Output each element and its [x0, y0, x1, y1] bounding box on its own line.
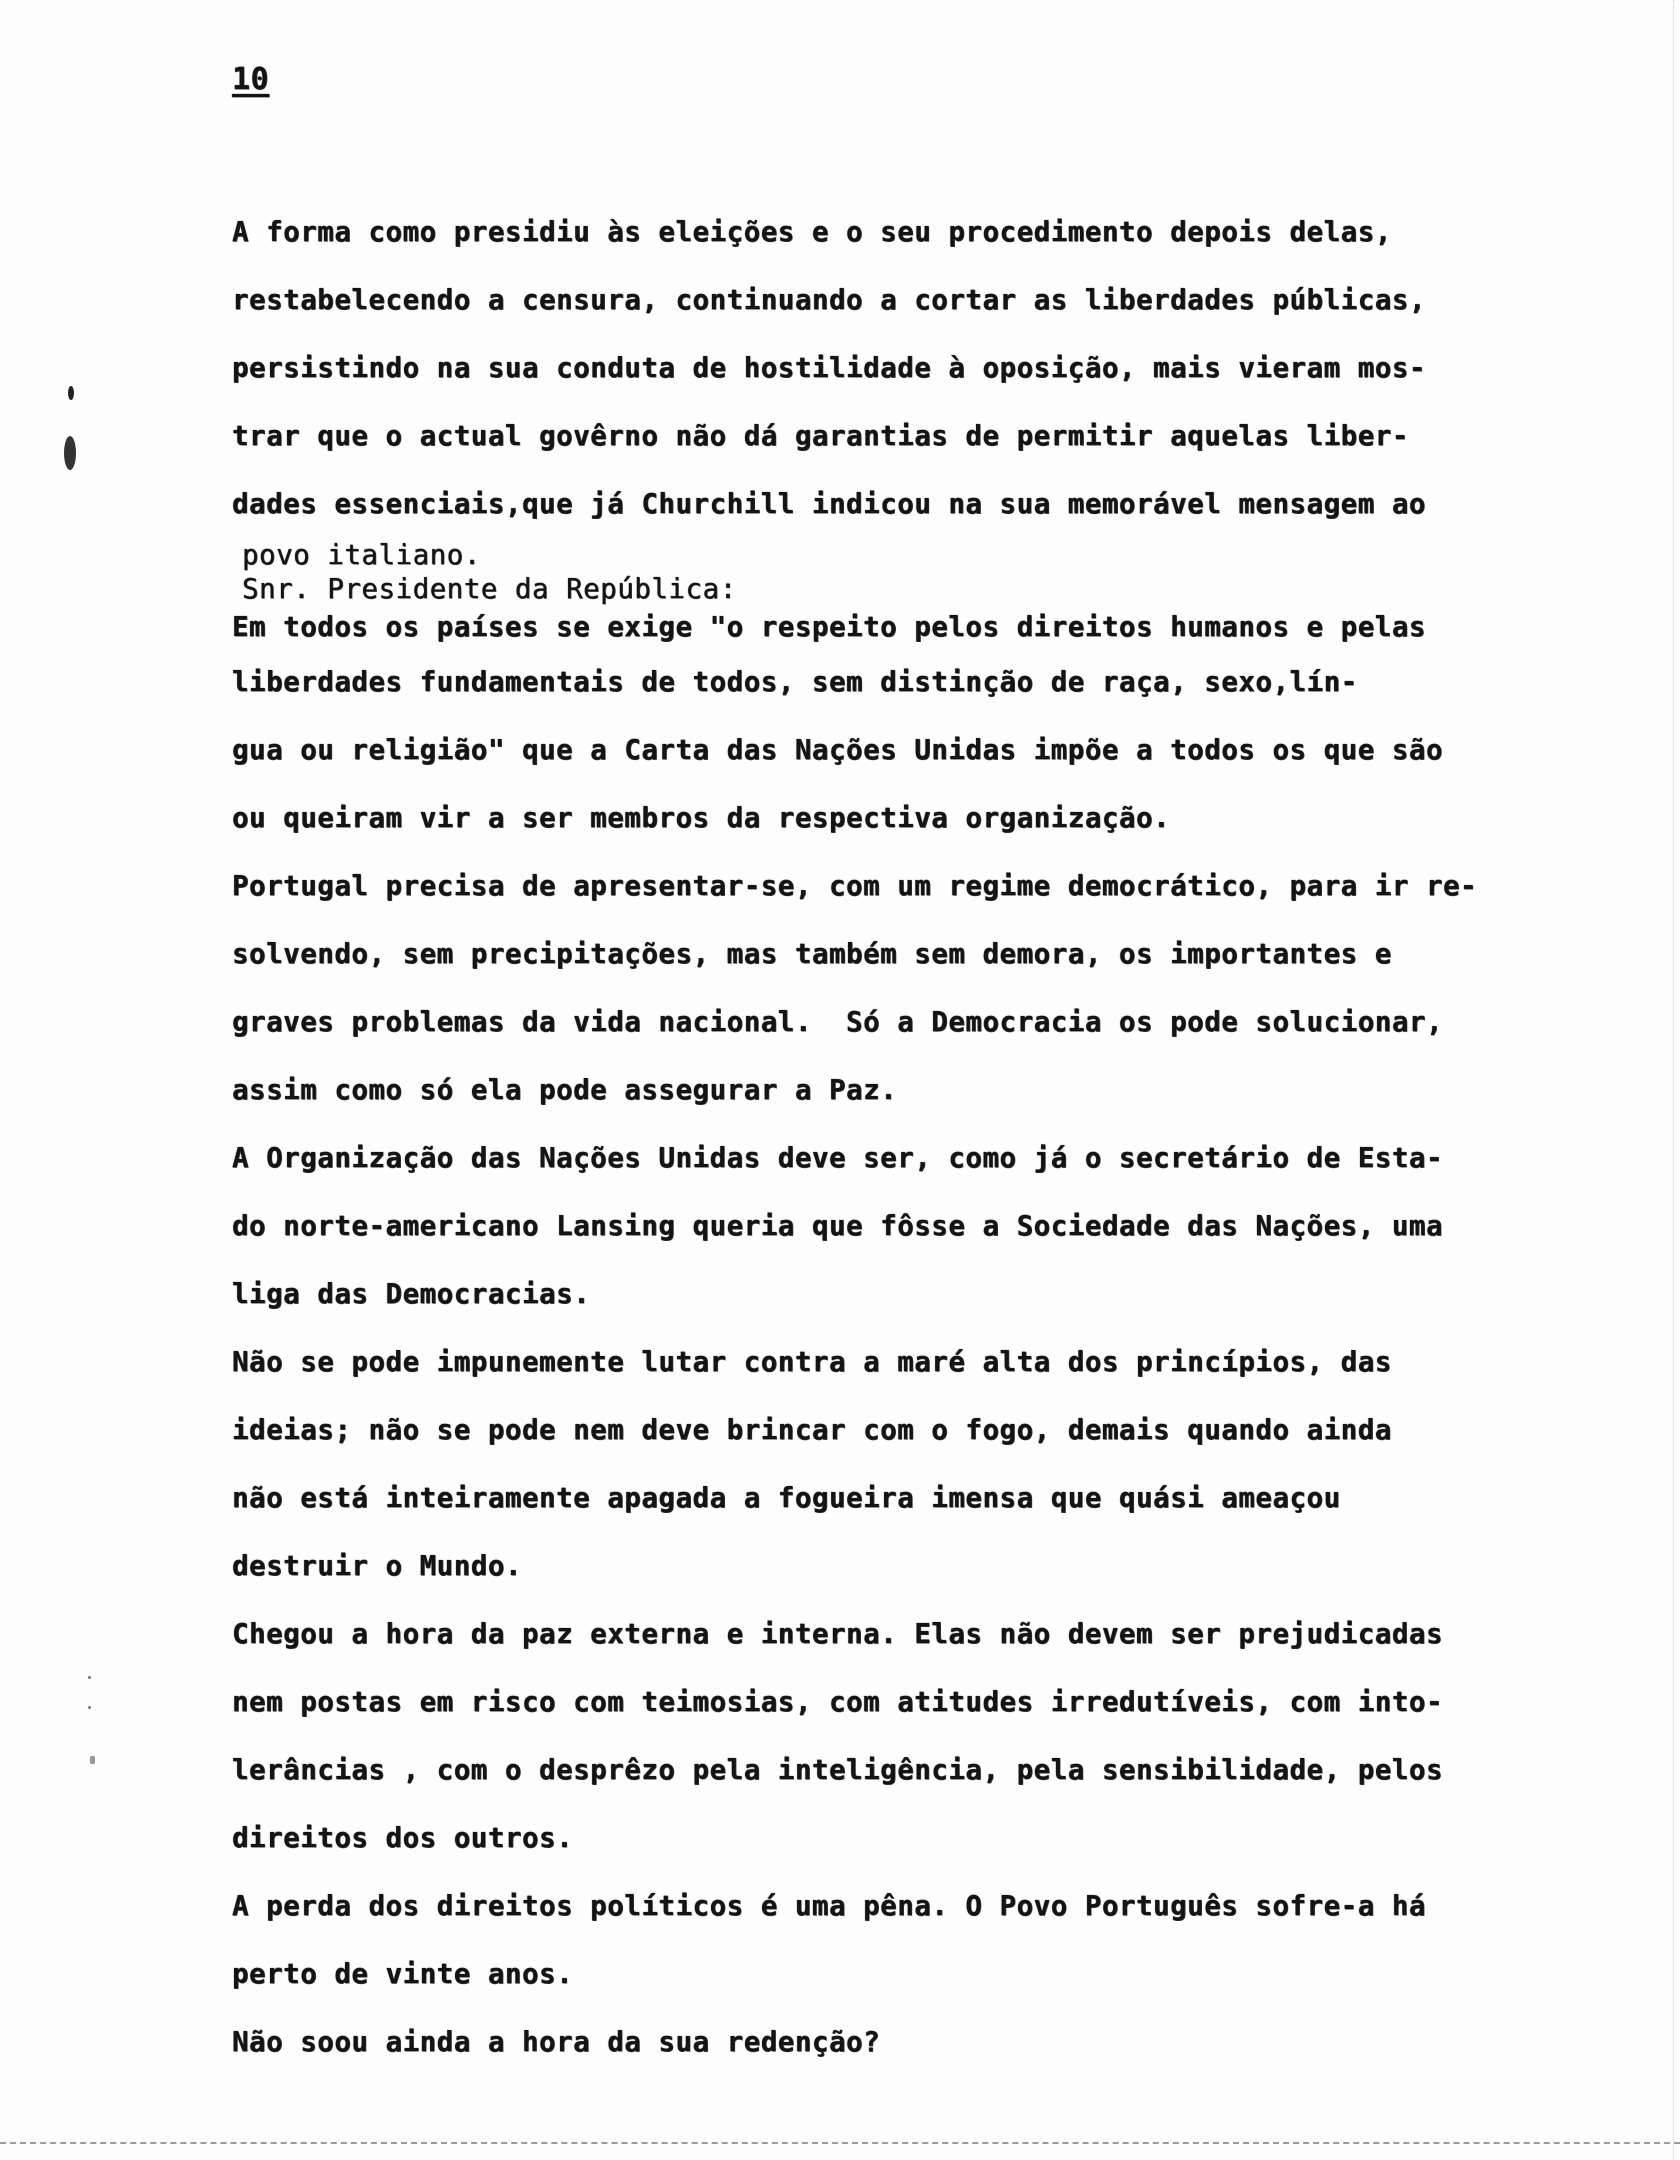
text-line: povo italiano. — [242, 539, 481, 571]
text-line: gua ou religião" que a Carta das Nações Unidas impõe a todos os que são — [232, 734, 1444, 766]
text-line: lerâncias , com o desprêzo pela inteligência, pela sensibilidade, pelos — [232, 1754, 1444, 1786]
text-line: restabelecendo a censura, continuando a cortar as liberdades públicas, — [232, 284, 1426, 316]
text-line: dades essenciais,que já Churchill indicou na sua memorável mensagem ao — [232, 488, 1426, 520]
text-line: ou queiram vir a ser membros da respectiva organização. — [232, 802, 1171, 834]
margin-speck — [88, 1676, 91, 1679]
margin-speck — [88, 1706, 91, 1709]
text-line: persistindo na sua conduta de hostilidade à oposição, mais vieram mos- — [232, 352, 1426, 384]
text-line: liberdades fundamentais de todos, sem distinção de raça, sexo,lín- — [232, 666, 1358, 698]
text-line: nem postas em risco com teimosias, com atitudes irredutíveis, com into- — [232, 1686, 1444, 1718]
punch-hole-mark — [64, 436, 76, 470]
text-line: não está inteiramente apagada a fogueira imensa que quási ameaçou — [232, 1482, 1341, 1514]
margin-speck — [90, 1756, 95, 1764]
scan-edge-line — [1673, 0, 1674, 2160]
text-line: Não se pode impunemente lutar contra a maré alta dos princípios, das — [232, 1346, 1392, 1378]
section-heading: Snr. Presidente da República: — [242, 573, 737, 605]
text-line: Portugal precisa de apresentar-se, com um regime democrático, para ir re- — [232, 870, 1478, 902]
text-line: A Organização das Nações Unidas deve ser, como já o secretário de Esta- — [232, 1142, 1444, 1174]
scan-edge-line — [0, 2142, 1680, 2144]
text-line: assim como só ela pode assegurar a Paz. — [232, 1074, 898, 1106]
text-line: graves problemas da vida nacional. Só a Democracia os pode solucionar, — [232, 1006, 1444, 1038]
text-line: direitos dos outros. — [232, 1822, 574, 1854]
text-line: trar que o actual govêrno não dá garantias de permitir aquelas liber- — [232, 420, 1409, 452]
text-line: A perda dos direitos políticos é uma pêna. O Povo Português sofre-a há — [232, 1890, 1426, 1922]
typewritten-text — [232, 198, 1652, 2076]
text-line: destruir o Mundo. — [232, 1550, 522, 1582]
text-line: solvendo, sem precipitações, mas também sem demora, os importantes e — [232, 938, 1392, 970]
text-line: perto de vinte anos. — [232, 1958, 574, 1990]
text-line: A forma como presidiu às eleições e o seu procedimento depois delas, — [232, 216, 1392, 248]
page-number: 10 — [232, 62, 270, 97]
text-line: liga das Democracias. — [232, 1278, 591, 1310]
text-line: do norte-americano Lansing queria que fôsse a Sociedade das Nações, uma — [232, 1210, 1444, 1242]
text-line: Em todos os países se exige "o respeito pelos direitos humanos e pelas — [232, 611, 1426, 643]
text-line: ideias; não se pode nem deve brincar com o fogo, demais quando ainda — [232, 1414, 1392, 1446]
text-line: Chegou a hora da paz externa e interna. Elas não devem ser prejudicadas — [232, 1618, 1444, 1650]
punch-hole-mark — [68, 386, 74, 400]
text-line: Não soou ainda a hora da sua redenção? — [232, 2026, 881, 2058]
